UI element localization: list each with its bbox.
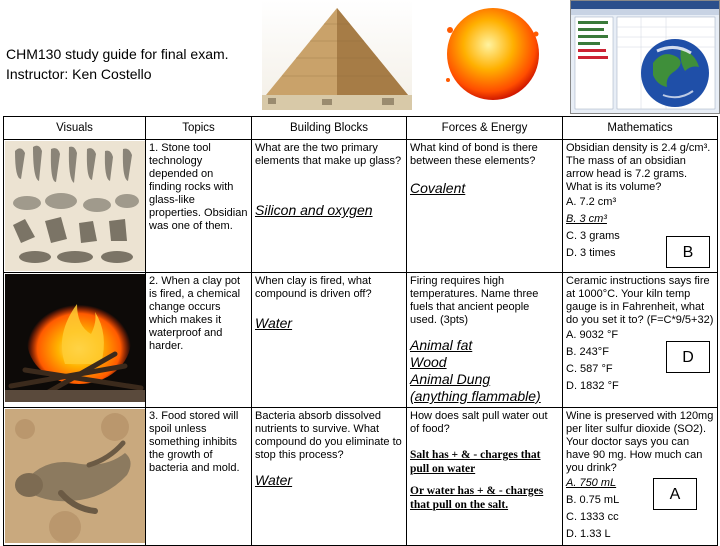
table-row [4, 408, 718, 546]
building-blocks-cell [252, 273, 407, 408]
math-choice: B. 243°F [566, 346, 609, 358]
building-question: Bacteria absorb dissolved nutrients to survive. What compound do you eliminate to stop this process? [255, 410, 402, 461]
math-choice: A. 9032 °F [566, 329, 619, 341]
math-choice: C. 587 °F [566, 363, 613, 375]
software-earth-image [570, 0, 720, 114]
column-header-topics: Topics [146, 117, 252, 140]
topic-cell: 3. Food stored will spoil unless something inhibits the growth of bacteria and mold. [146, 408, 252, 546]
mummy-image [5, 409, 145, 543]
building-answer: Silicon and oxygen [255, 202, 373, 218]
answer-box: A [653, 478, 697, 510]
forces-answer-item: Animal Dung [410, 371, 491, 387]
forces-answer: Covalent [410, 180, 466, 196]
visual-cell [4, 408, 146, 546]
forces-question: Firing requires high temperatures. Name three fuels that ancient people used. (3pts) [410, 275, 539, 326]
instructor-name: Instructor: Ken Costello [6, 66, 152, 82]
forces-answer-item: Wood [410, 354, 447, 370]
stone-tools-image [5, 141, 145, 271]
column-header-mathematics: Mathematics [563, 117, 718, 140]
header-row [4, 117, 718, 140]
forces-question: What kind of bond is there between these elements? [410, 142, 538, 167]
forces-question: How does salt pull water out of food? [410, 410, 548, 435]
math-choice: B. 0.75 mL [566, 494, 620, 506]
forces-answer-alt: Or water has + & - charges that pull on the salt. [410, 485, 544, 511]
forces-answer-item: (anything flammable) [410, 388, 541, 404]
building-answer: Water [255, 315, 293, 331]
forces-energy-cell [407, 408, 563, 546]
forces-answer-item: Animal fat [410, 337, 473, 353]
building-blocks-cell [252, 408, 407, 546]
fire-image [5, 274, 145, 402]
mathematics-cell [563, 408, 718, 546]
mathematics-cell [563, 273, 718, 408]
math-choice: A. 750 mL [566, 477, 617, 489]
sun-image [418, 0, 568, 110]
column-header-visuals: Visuals [4, 117, 146, 140]
course-title: CHM130 study guide for final exam. [6, 46, 229, 62]
study-guide-table [3, 116, 718, 546]
topic-cell: 2. When a clay pot is fired, a chemical change occurs which makes it waterproof and harder. [146, 273, 252, 408]
forces-energy-cell [407, 273, 563, 408]
building-blocks-cell [252, 140, 407, 273]
math-question: Wine is preserved with 120mg per liter sulfur dioxide (SO2). Your doctor says you can have 90 mg. How much can you drink? [566, 410, 714, 474]
math-choice: B. 3 cm³ [566, 213, 607, 225]
topic-cell: 1. Stone tool technology depended on finding rocks with glass-like properties. Obsidian was one of them. [146, 140, 252, 273]
table-row [4, 140, 718, 273]
math-choice: C. 3 grams [566, 230, 620, 242]
visual-cell [4, 140, 146, 273]
forces-answer: Salt has + & - charges that pull on water [410, 449, 541, 475]
answer-box: D [666, 341, 710, 373]
forces-energy-cell [407, 140, 563, 273]
building-question: What are the two primary elements that make up glass? [255, 142, 402, 167]
building-answer: Water [255, 472, 293, 488]
pyramid-image [262, 0, 412, 110]
building-question: When clay is fired, what compound is driven off? [255, 275, 372, 300]
math-question: Ceramic instructions says fire at 1000°C. Your kiln temp gauge is in Fahrenheit, what do you set it to? (F=C*9/5+32) [566, 275, 714, 326]
math-choice: A. 7.2 cm³ [566, 196, 617, 208]
math-question: Obsidian density is 2.4 g/cm³. The mass of an obsidian arrow head is 7.2 grams. What is its volume? [566, 142, 711, 193]
math-choice: C. 1333 cc [566, 511, 619, 523]
page-title [6, 44, 229, 84]
math-choice: D. 1832 °F [566, 380, 619, 392]
column-header-forces-energy: Forces & Energy [407, 117, 563, 140]
table-row [4, 273, 718, 408]
math-choice: D. 1.33 L [566, 528, 611, 540]
mathematics-cell [563, 140, 718, 273]
math-choice: D. 3 times [566, 247, 616, 259]
visual-cell [4, 273, 146, 408]
column-header-building-blocks: Building Blocks [252, 117, 407, 140]
answer-box: B [666, 236, 710, 268]
